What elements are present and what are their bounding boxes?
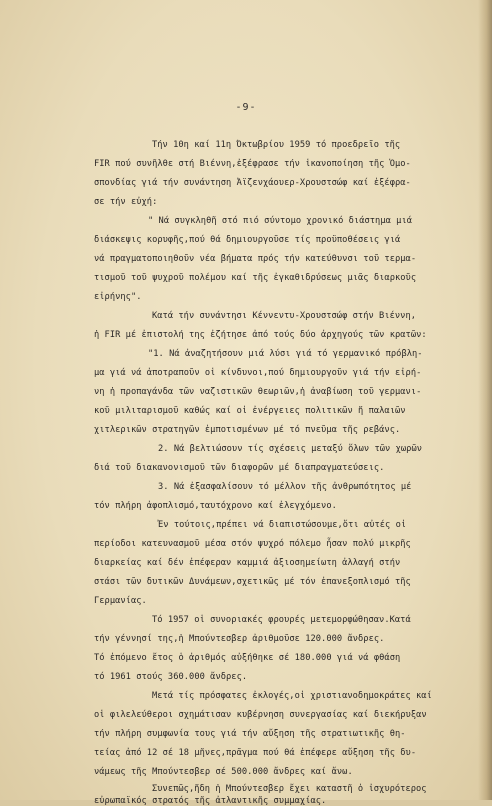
text-line: σε τήν εὐχή: xyxy=(94,197,158,207)
text-line: FIR πού συνῆλθε στή Βιέννη,ἐξέφρασε τήν ἱκανοποίηση τῆς Ὁμο- xyxy=(94,159,411,169)
text-line: τήν πλήρη συμφωνία τους γιά τήν αὔξηση τῆς στρατιωτικῆς θη- xyxy=(94,729,406,739)
page-number: -9- xyxy=(235,102,257,113)
text-line: Τό 1957 οἱ συνοριακές φρουρές μετεμορφώθησαν.Κατά xyxy=(152,615,411,625)
text-line: μα γιά νά ἀποτραποῦν οἱ κίνδυνοι,πού δημιουργοῦν γιά τήν εἰρή- xyxy=(94,368,422,378)
text-line: Τό ἑπόμενο ἔτος ὁ ἀριθμός αὐξήθηκε σέ 180.000 γιά νά φθάση xyxy=(94,653,401,663)
text-line: ἡ FIR μέ ἐπιστολή της ἐζήτησε ἀπό τούς δύο ἀρχηγούς τῶν κρατῶν: xyxy=(94,330,427,340)
text-line: σπονδίας γιά τήν συνάντηση Ἀϊζενχάουερ-Χρουστσώφ καί ἐξέφρα- xyxy=(94,178,411,188)
text-line: νά πραγματοποιηθοῦν νέα βήματα πρός τήν κατεύθυνσι τοῦ τερμα- xyxy=(94,254,417,264)
text-line: νη ἡ προπαγάνδα τῶν ναζιστικῶν θεωριῶν,ἡ ἀναβίωση τοῦ γερμανι- xyxy=(94,387,422,397)
text-line: στάσι τῶν δυτικῶν Δυνάμεων,σχετικῶς μέ τόν ἐπανεξοπλισμό τῆς xyxy=(94,577,411,587)
text-line: περίοδοι κατευνασμοῦ μέσα στόν ψυχρό πόλεμο ἦσαν πολύ μικρῆς xyxy=(94,539,411,549)
text-line: εἰρήνης". xyxy=(94,292,142,302)
text-line: διάσκεψις κορυφῆς,πού θά δημιουργοῦσε τίς προϋποθέσεις γιά xyxy=(94,235,401,245)
text-line: Συνεπῶς,ἤδη ἡ Μπούντεσβερ ἔχει καταστῆ ὁ ἰσχυρότερος xyxy=(152,784,427,794)
text-line: Τήν 10η καί 11η Όκτωβρίου 1959 τό προεδρεῖο τῆς xyxy=(152,140,401,150)
text-line: τόν πλήρη ἀφοπλισμό,ταυτόχρονο καί ἐλεγχόμενο. xyxy=(94,501,337,511)
text-line: 3. Νά ἐξασφαλίσουν τό μέλλον τῆς ἀνθρωπότητος μέ xyxy=(158,482,412,492)
text-line: διά τοῦ διακανονισμοῦ τῶν διαφορῶν μέ διαπραγματεύσεις. xyxy=(94,463,385,473)
text-line: οἱ φιλελεύθεροι σχημάτισαν κυβέρνηση συνεργασίας καί διεκήρυξαν xyxy=(94,710,427,720)
text-line: " Νά συγκληθῆ στό πιό σύντομο χρονικό διάστημα μιά xyxy=(148,216,413,226)
text-line: τείας ἀπό 12 σέ 18 μῆνες,πρᾶγμα πού θά ἐπέφερε αὔξηση τῆς δυ- xyxy=(94,748,417,758)
text-line: εὐρωπαϊκός στρατός τῆς ἀτλαντικῆς συμμαχίας. xyxy=(94,796,327,806)
text-line: τήν γέννησί της,ἡ Μπούντεσβερ ἀριθμοῦσε 120.000 ἄνδρες. xyxy=(94,634,385,644)
page-edge-shadow xyxy=(478,0,492,800)
text-line: Μετά τίς πρόσφατες ἐκλογές,οἱ χριστιανοδημοκράτες καί xyxy=(152,691,432,701)
text-line: 2. Νά βελτιώσουν τίς σχέσεις μεταξύ ὅλων τῶν χωρῶν xyxy=(158,444,423,454)
text-line: Γερμανίας. xyxy=(94,596,147,606)
text-line: Κατά τήν συνάντησι Κέννεντυ-Χρουστσώφ στήν Βιέννη, xyxy=(152,311,417,321)
text-line: διαρκείας καί δέν ἐπέφεραν καμμιά ἀξιοσημείωτη ἀλλαγή στήν xyxy=(94,558,401,568)
text-line: τισμοῦ τοῦ ψυχροῦ πολέμου καί τῆς ἐγκαθιδρύσεως μιᾶς διαρκοῦς xyxy=(94,273,417,283)
text-line: χιτλερικῶν στρατηγῶν ἐμποτισμένων μέ τό πνεῦμα τῆς ρεβάνς. xyxy=(94,425,401,435)
text-line: νάμεως τῆς Μπούντεσβερ σέ 500.000 ἄνδρες καί ἄνω. xyxy=(94,767,353,777)
text-line: "1. Νά ἀναζητήσουν μιά λύσι γιά τό γερμανικό πρόβλη- xyxy=(148,349,423,359)
text-line: τό 1961 στούς 360.000 ἄνδρες. xyxy=(94,672,248,682)
text-line: Ἐν τούτοις,πρέπει νά διαπιστώσουμε,ὅτι αὐτές οἱ xyxy=(158,520,407,530)
text-line: κοῦ μιλιταρισμοῦ καθώς καί οἱ ἐνέργειες πολιτικῶν ἤ παλαιῶν xyxy=(94,406,406,416)
